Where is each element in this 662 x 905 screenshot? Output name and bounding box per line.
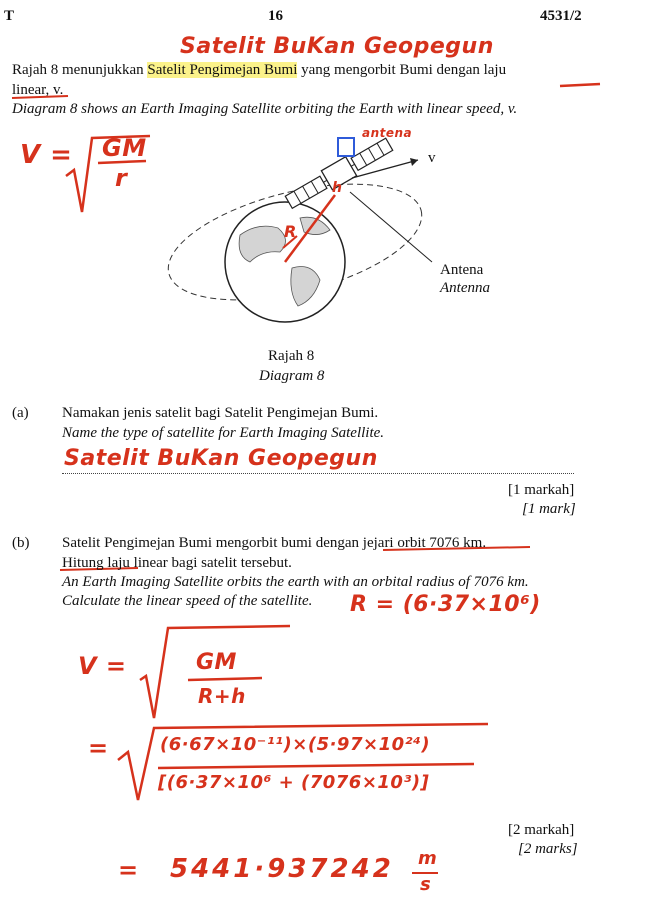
annotation-unit-num: m (418, 848, 438, 869)
question-a-marks-english: [1 mark] (522, 501, 576, 517)
question-b-marks-english: [2 marks] (518, 841, 578, 857)
annotation-result: 5441·937242 (170, 854, 394, 884)
question-a-english: Name the type of satellite for Earth Imaging Satellite. (62, 425, 385, 441)
intro-line-1-post: yang mengorbit Bumi dengan laju (297, 62, 507, 78)
header-left: T (4, 8, 15, 24)
page-number: 16 (268, 8, 283, 24)
annotation-sub-eq: = (88, 734, 109, 762)
annotation-gm: GM (196, 650, 237, 675)
velocity-label: v (428, 150, 436, 166)
antenna-label-english: Antenna (440, 280, 490, 296)
intro-english: Diagram 8 shows an Earth Imaging Satellite orbiting the Earth with linear speed, v. (12, 101, 518, 117)
question-b-english-1: An Earth Imaging Satellite orbits the earth with an orbital radius of 7076 km. (62, 574, 529, 590)
intro-line-1-pre: Rajah 8 menunjukkan (12, 62, 148, 78)
answer-a: Satelit BuKan Geopegun (64, 446, 378, 471)
formula-lhs: V = (20, 140, 73, 170)
paper-code: 4531/2 (540, 8, 582, 24)
antenna-label-malay: Antena (440, 262, 484, 278)
annotation-title: Satelit BuKan Geopegun (180, 34, 494, 59)
question-a-label: (a) (12, 405, 29, 421)
diagram-caption-english: Diagram 8 (259, 368, 325, 384)
question-b-english-2: Calculate the linear speed of the satellite. (62, 593, 313, 609)
question-b-label: (b) (12, 535, 30, 551)
question-b-marks-malay: [2 markah] (508, 822, 575, 838)
diagram-caption-malay: Rajah 8 (268, 348, 315, 364)
question-b-malay-1: Satelit Pengimejan Bumi mengorbit bumi dengan jejari orbit 7076 km. (62, 535, 487, 551)
formula-denominator: r (115, 164, 128, 192)
antenna-pointer (350, 192, 432, 262)
annotation-h: h (332, 180, 343, 196)
answer-line-a (62, 473, 574, 474)
annotation-result-eq: = (118, 856, 139, 884)
annotation-r: R (284, 222, 297, 241)
annotation-v-eq: V = (78, 652, 127, 680)
intro-highlight: Satelit Pengimejan Bumi (147, 62, 298, 78)
question-a-marks-malay: [1 markah] (508, 482, 575, 498)
annotation-antenna: antena (362, 126, 413, 140)
annotation-r-plus-h: R+h (198, 684, 246, 708)
question-b-malay-2: Hitung laju linear bagi satelit tersebut. (62, 555, 292, 571)
question-a-malay: Namakan jenis satelit bagi Satelit Pengimejan Bumi. (62, 405, 379, 421)
antenna-highlight (338, 138, 354, 156)
formula-numerator: GM (102, 134, 147, 162)
intro-line-2: linear, v. (12, 82, 64, 98)
annotation-denominator: [(6·37×10⁶ + (7076×10³)] (158, 772, 430, 793)
annotation-r-value: R = (6·37×10⁶) (350, 592, 541, 617)
annotation-numerator: (6·67×10⁻¹¹)×(5·97×10²⁴) (160, 734, 431, 755)
annotation-unit-den: s (420, 874, 432, 895)
